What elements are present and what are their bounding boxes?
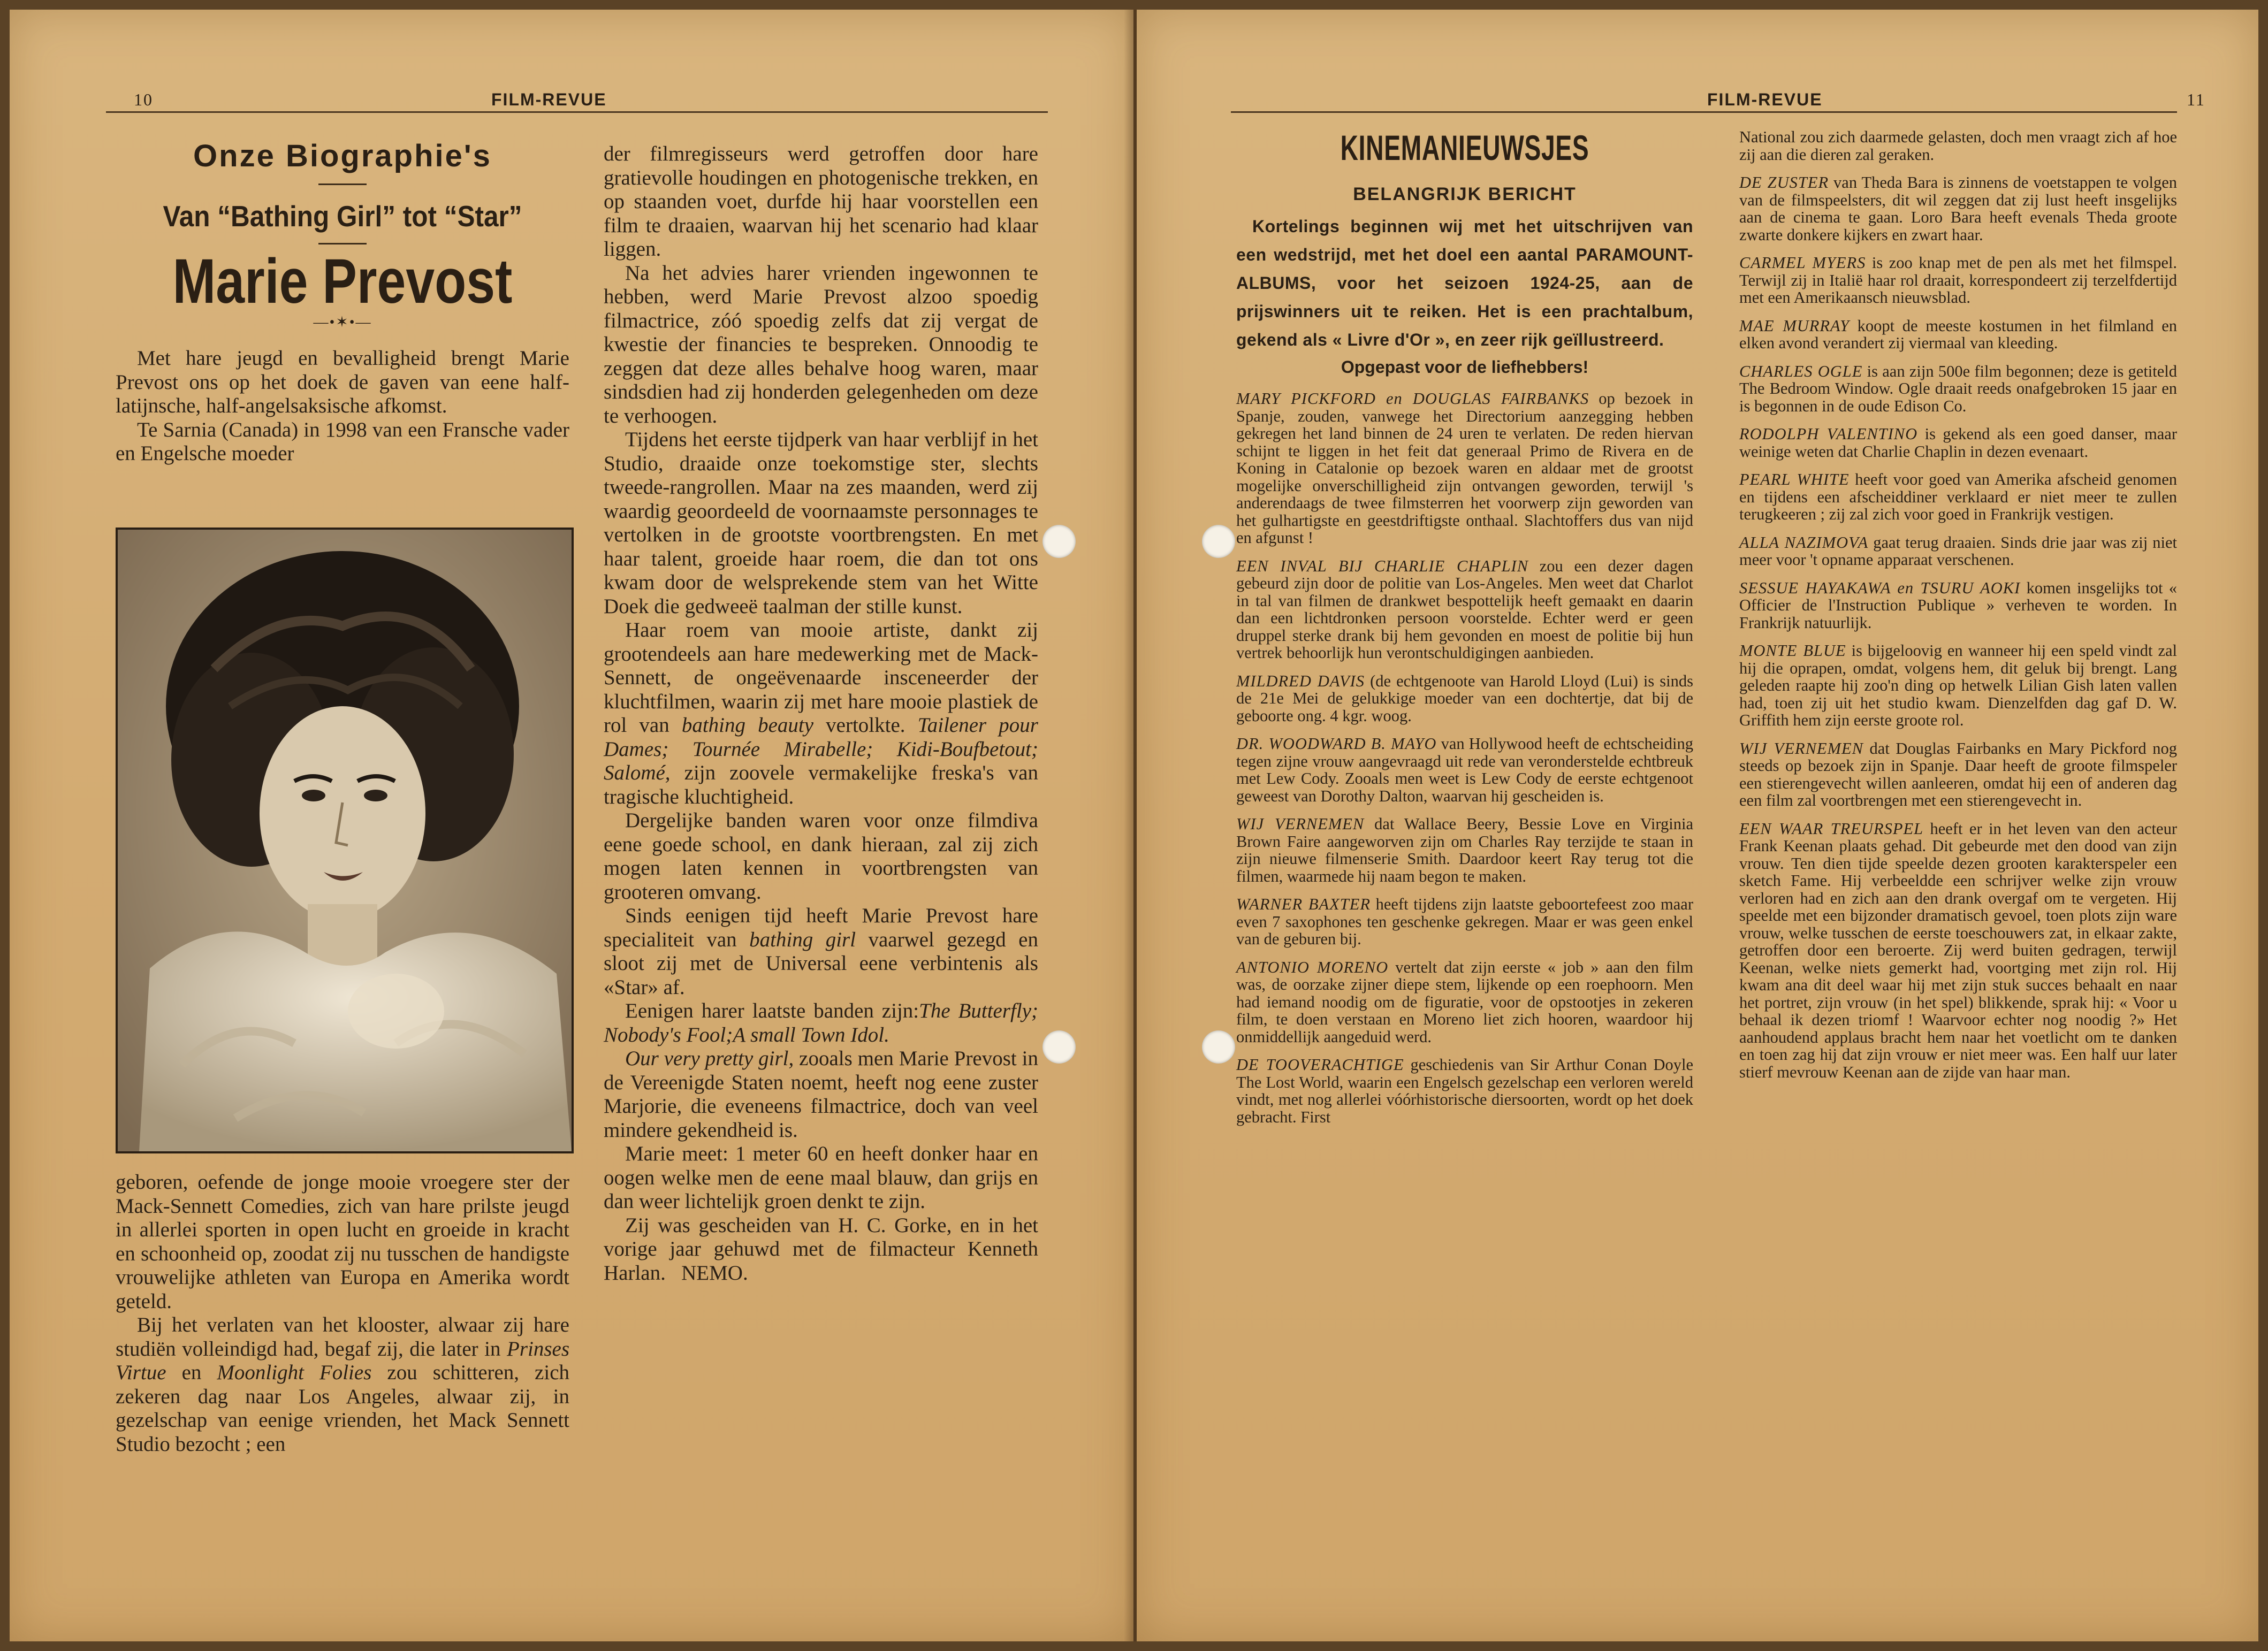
news-item: [1236, 390, 1693, 547]
right-page: [1137, 10, 2258, 1641]
binding-hole: [1042, 525, 1076, 558]
heading-kinemanieuwsjes: KINEMANIEUWSJES: [1340, 128, 1589, 167]
paragraph: [604, 618, 1038, 809]
news-item-name: DE TOOVERACHTIGE: [1236, 1056, 1404, 1074]
news-item-text: dat Wallace Beery, Bessie Love en Virginia Brown Faire aangeworven zijn om Charles Ray terzijde te staan in zijn nieuwe filmenserie Smith. Daardoor keert Ray terug tot die filmen, waarmede hij naam begon te maken.: [1236, 815, 1693, 885]
biography-col1-bottom: [116, 1171, 569, 1456]
biography-col1-top: [116, 347, 569, 466]
news-item: [1739, 174, 2177, 243]
news-item-text: koopt de meeste kostumen in het filmland en elken avond verandert zij viermaal van kleeding.: [1739, 316, 2177, 352]
paragraph: Tijdens het eerste tijdperk van haar verblijf in het Studio, draaide onze toekomstige ster, slechts tweede-rangrollen. Maar na zes maanden, werd zij waardig geoordeeld de voornaamste personnages te vertolken in de grootste voortbrengsten. En met haar talent, groeide haar roem, die dan tot ons kwam door de welsprekende stem van het Witte Doek die gedweeë taalman der stille kunst.: [604, 428, 1038, 618]
news-item: [1739, 534, 2177, 569]
paragraph: Na het advies harer vrienden ingewonnen te hebben, werd Marie Prevost alzoo spoedig filmactrice, zóó spoedig zelfs dat zij vergat de kwestie der financies te bespreken. Onnoodig te zeggen dat deze alles behalve hoog waren, maar sindsdien had zij honderden gelegenheden om deze te verhoogen.: [604, 261, 1038, 427]
text-run: Eenigen harer laatste banden zijn:: [625, 999, 919, 1022]
news-item-text: (de echtgenoote van Harold Lloyd (Lui) is sinds de 21e Mei de gelukkige moeder van een dochtertje, dat bij de geboorte ong. 4 kgr. woog.: [1236, 671, 1693, 725]
right-running-head: [1231, 90, 2205, 113]
news-item-name: MARY PICKFORD en DOUGLAS FAIRBANKS: [1236, 389, 1589, 408]
paragraph: [604, 1214, 1038, 1286]
text-run: vaarwel gezegd en sloot zij met de Universal eene verbintenis als «Star» af.: [604, 928, 1038, 999]
film-titles: Tailener pour Dames; Tournée Mirabelle; Kidi-Boufbetout; Salomé,: [604, 714, 1038, 784]
paragraph: [604, 999, 1038, 1047]
news-item-name: ANTONIO MORENO: [1236, 958, 1389, 976]
news-item: [1236, 815, 1693, 885]
heading-onze-biographies: Onze Biographie's: [193, 139, 492, 173]
news-item-name: DE ZUSTER: [1739, 173, 1829, 192]
film-title: Prinses Virtue: [116, 1337, 569, 1384]
news-item-text: vertelt dat zijn eerste « job » aan den film was, de oorzake zijner diepe stem, lijkende op een roephoorn. Men had iemand noodig om de figuratie, voor de opstootjes in zekeren film, te doen verstaan en Moreno liet zich hooren, waardoor hij onmiddellijk aangeduid werd.: [1236, 958, 1693, 1046]
text-run: vertolkte.: [813, 714, 918, 737]
news-item-name: EEN WAAR TREURSPEL: [1739, 819, 1924, 838]
heading-rule: [318, 243, 367, 244]
portrait-illustration: [118, 530, 572, 1151]
film-titles: The Butterfly; Nobody's Fool;A small Town Idol.: [604, 999, 1038, 1046]
news-item: [1739, 363, 2177, 415]
news-item-text: is zoo knap met de pen als met het filmspel. Terwijl zij in Italië haar rol draait, korrespondeert zij terzelfdertijd met een Amerikaansch nieuwsblad.: [1739, 254, 2177, 307]
news-item: [1739, 128, 2177, 163]
news-item: [1739, 254, 2177, 307]
news-item-text: zou een dezer dagen gebeurd zijn door de politie van Los-Angeles. Men weet dat Charlot in tal van filmen de drankwet bespottelijk heeft gemaakt en daarin dan een lichtdronken persoon voorstelde. Echter werd er geen druppel sterke drank bij hem gevonden en moest de politie bij hun vertrek behoorlijk hun verontschuldigingen aanbieden.: [1236, 556, 1693, 662]
text-run: zijn zoovele vermakelijke freska's van tragische kluchtigheid.: [604, 761, 1038, 808]
news-item: [1236, 1056, 1693, 1126]
news-item-text: heeft er in het leven van den acteur Frank Keenan plaats gehad. Dit gebeurde met den dood van zijn vrouw. Ten dien tijde speelde dezen grooten karakterspeler een sketch Fame. Hij verbeeldde een schrijver welke zijn vrouw verloren had en zich aan den drank overgaf om te vergeten. Hij speelde met een bijzonder dramatisch gevoel, toen plots zijn ware vrouw, welke tusschen de eerste toeschouwers zat, in elkaar zakte, getroffen door een beroerte. Zij werd buiten gedragen, terwijl Keenan, welke niets gemerkt had, voortging met zijn rol. Hij kwam ana dit deel waar hij met zijn stuk succes behaalt en naar het portret, zijn vrouw (in het spel) blikkende, sprak hij: « Voor u behaal ik dezen triomf ! Waarvoor echter nog noodig ?» Het aanhoudend applaus bracht hem naar het voetlicht om te danken en toen zag hij dat zijn vrouw er niet meer was. Een half uur later stierf mevrouw Keenan aan de zijde van haar man.: [1739, 819, 2177, 1081]
text-run: zou schitteren, zich zekeren dag naar Los Angeles, alwaar zij, in gezelschap van eenige vrienden, het Mack Sennett Studio bezocht ; een: [116, 1361, 569, 1456]
film-title: Moonlight Folies: [217, 1361, 372, 1384]
announcement-footer: Opgepast voor de liefhebbers!: [1341, 357, 1589, 377]
right-running-title: FILM-REVUE: [1707, 90, 1823, 109]
text-run: en: [166, 1361, 217, 1384]
text-run: Sinds eenigen tijd heeft Marie Prevost hare specialiteit van: [604, 904, 1038, 951]
news-item-name: CARMEL MYERS: [1739, 254, 1866, 272]
news-item-text: is aan zijn 500e film begonnen; deze is getiteld The Bedroom Window. Ogle draait reeds onafgebroken 15 jaar en is begonnen in de oude Edison Co.: [1739, 362, 2177, 415]
news-item-name: WIJ VERNEMEN: [1739, 739, 1863, 758]
news-item-name: PEARL WHITE: [1739, 470, 1850, 488]
left-page-number: 10: [134, 90, 153, 109]
news-item-text: heeft tijdens zijn laatste geboortefeest zoo maar even 7 saxophones ten geschenke gekregen. Maar er was geen enkel van de geburen bij.: [1236, 895, 1693, 948]
paragraph: Te Sarnia (Canada) in 1998 van een Fransche vader en Engelsche moeder: [116, 418, 569, 465]
news-item-name: EEN INVAL BIJ CHARLIE CHAPLIN: [1236, 556, 1529, 575]
ornament-divider: —•✶•—: [313, 314, 372, 331]
author-signature: NEMO.: [681, 1261, 748, 1285]
text-run: Bij het verlaten van het klooster, alwaar zij hare studiën volleindigd had, begaf zij, die later in: [116, 1313, 569, 1360]
news-col2: [1739, 128, 2177, 1091]
news-item-text: gaat terug draaien. Sinds drie jaar was zij niet meer voor 't opname apparaat verschenen.: [1739, 533, 2177, 569]
biography-header: [116, 138, 569, 331]
news-item-name: MILDRED DAVIS: [1236, 671, 1365, 690]
paragraph: [116, 1313, 569, 1456]
left-running-title: FILM-REVUE: [491, 90, 607, 109]
text-run: Haar roem van mooie artiste, dankt zij grootendeels aan hare medewerking met de Mack-Sennett, de ongeëvenaarde insceneerder der kluchtfilmen, waarin zij met hare mooie plastiek de rol van: [604, 618, 1038, 737]
news-item: [1739, 471, 2177, 523]
paragraph: [604, 1047, 1038, 1142]
paragraph: Dergelijke banden waren voor onze filmdiva eene goede school, en dank hieraan, zal zij zich mogen laten kennen in voortbrengsten van grooteren omvang.: [604, 809, 1038, 904]
news-item-text: van Hollywood heeft de echtscheiding tegen zijne vrouw aangevraagd uit rede van veronderstelde echtbreuk met Lew Cody. Zooals men weet is Lew Cody de eerste echtgenoot geweest van Dorothy Dalton, waarvan hij gescheiden is.: [1236, 735, 1693, 805]
emphasis: bathing beauty: [681, 714, 814, 737]
news-item: [1739, 317, 2177, 352]
news-item-name: DR. WOODWARD B. MAYO: [1236, 735, 1437, 753]
news-item: [1236, 959, 1693, 1046]
paragraph: Met hare jeugd en bevalligheid brengt Marie Prevost ons op het doek de gaven van eene half-latijnsche, half-angelsaksische afkomst.: [116, 347, 569, 417]
news-item-text: heeft voor goed van Amerika afscheid genomen en tijdens een afscheiddiner verklaard er niet meer te zullen terugkeeren ; zij zal zich voor goed in Frankrijk vestigen.: [1739, 470, 2177, 523]
news-item: [1236, 557, 1693, 662]
paragraph: der filmregisseurs werd getroffen door hare gratievolle houdingen en photogenische trekken, en op staanden voet, durfde hij haar voorstellen een film te draaien, waarvan hij het scenario had klaar liggen.: [604, 142, 1038, 261]
news-item-name: WIJ VERNEMEN: [1236, 815, 1365, 833]
news-item-text: geschiedenis van Sir Arthur Conan Doyle The Lost World, waarin een Engelsch gezelschap een verloren wereld vindt, met nog allerlei vóórhistorische diersoorten, wordt op het doek gebracht. First: [1236, 1056, 1693, 1126]
news-item-text: National zou zich daarmede gelasten, doch men vraagt zich af hoe zij aan die dieren zal geraken.: [1739, 128, 2177, 164]
news-item-name: SESSUE HAYAKAWA en TSURU AOKI: [1739, 578, 2021, 597]
news-item-name: MAE MURRAY: [1739, 316, 1850, 335]
news-item-name: ALLA NAZIMOVA: [1739, 533, 1869, 552]
text-run: Zij was gescheiden van H. C. Gorke, en in het vorige jaar gehuwd met de filmacteur Kenneth Harlan.: [604, 1213, 1038, 1285]
news-item: [1739, 820, 2177, 1081]
news-item-text: is bijgeloovig en wanneer hij een speld vindt zal hij die oprapen, omdat, volgens hem, dit geluk bij brengt. Lang geleden raapte hij zoo'n ding op hetwelk Lilian Gish laten vallen had, toen zij uit het studio kwam. Dienzelfden dag gaf D. W. Griffith hem zijn eerste groote rol.: [1739, 641, 2177, 729]
news-item-text: van Theda Bara is zinnens de voetstappen te volgen van de filmspeelsters, dit wil zeggen dat zij lust heeft insgelijks aan de cinema te gaan. Loro Bara heeft evenals Theda groote zwarte donkere kijkers en zwart haar.: [1739, 173, 2177, 244]
news-item-text: komen insgelijks tot « Officier de l'Instruction Publique » verheven te worden. In Frankrijk natuurlijk.: [1739, 578, 2177, 632]
paragraph: [604, 904, 1038, 999]
news-col1: [1236, 127, 1693, 1136]
portrait-photo-marie-prevost: [116, 528, 574, 1153]
news-item: [1739, 579, 2177, 632]
right-page-number: 11: [2187, 90, 2205, 109]
binding-hole: [1042, 1030, 1076, 1064]
news-item: [1739, 740, 2177, 809]
news-item-text: op bezoek in Spanje, zouden, vanwege het Directorium aanzegging hebben gekregen het land binnen de 24 uren te verlaten. De reden hiervan schijnt te liggen in het feit dat generaal Primo de Rivera en de Koning in Catalonie op bezoek waren en aldaar met de grootst mogelijke onverschilligheid zijn ontvangen geworden, terwijl 's anderendaags de twee filmsterren het voorwerp zijn geworden van het gulhartigste en geestdriftigste onthaal. Slachtoffers dus van nijd en afgunst !: [1236, 389, 1693, 547]
news-item: [1236, 735, 1693, 805]
heading-rule: [318, 184, 367, 185]
paragraph: Marie meet: 1 meter 60 en heeft donker haar en oogen welke men de eene maal blauw, dan grijs en dan weer lichtelijk groen denkt te zijn.: [604, 1142, 1038, 1213]
binding-hole: [1202, 1030, 1235, 1064]
paragraph: geboren, oefende de jonge mooie vroegere ster der Mack-Sennett Comedies, zich van hare prilste jeugd in allerlei sporten in open lucht en groeide in kracht en schoonheid op, zoodat zij nu tusschen de handigste vrouwelijke athleten van Europa en Amerika wordt geteld.: [116, 1171, 569, 1313]
left-running-head: [106, 90, 1048, 113]
heading-bathing-girl: Van “Bathing Girl” tot “Star”: [163, 200, 522, 233]
heading-marie-prevost: Marie Prevost: [172, 246, 513, 317]
news-item-name: CHARLES OGLE: [1739, 362, 1863, 380]
emphasis: bathing girl: [749, 928, 856, 951]
emphasis: Our very pretty girl,: [625, 1047, 794, 1070]
announcement-paragraph: Kortelings beginnen wij met het uitschrijven van een wedstrijd, met het doel een aantal PARAMOUNT-ALBUMS, voor het seizoen 1924-25, aan de prijswinners uit te reiken. Het is een prachtalbum, gekend als « Livre d'Or », en zeer rijk geïllustreerd.: [1236, 217, 1693, 349]
text-run: zooals men Marie Prevost in de Vereenigde Staten noemt, heeft nog eene zuster Marjorie, die eveneens filmactrice, doch van veel mindere gekendheid is.: [604, 1047, 1038, 1142]
news-item-text: dat Douglas Fairbanks en Mary Pickford nog steeds op bezoek zijn in Spanje. Daar heeft de groote filmspeler een stierengevecht willen aanleeren, omdat hij een of anderen dag een film zal voortbrengen met een stierengevecht in.: [1739, 739, 2177, 809]
news-item-name: RODOLPH VALENTINO: [1739, 425, 1918, 443]
biography-col2: [604, 142, 1038, 1285]
news-item-name: WARNER BAXTER: [1236, 895, 1371, 913]
news-item: [1739, 425, 2177, 460]
news-item: [1236, 672, 1693, 725]
left-page: [10, 10, 1133, 1641]
news-item-name: MONTE BLUE: [1739, 641, 1846, 660]
subheading-belangrijk-bericht: BELANGRIJK BERICHT: [1353, 184, 1577, 204]
news-item: [1739, 642, 2177, 729]
news-item: [1236, 896, 1693, 948]
binding-hole: [1202, 525, 1235, 558]
news-item-text: is gekend als een goed danser, maar weinige weten dat Charlie Chaplin in dezen evenaart.: [1739, 425, 2177, 461]
